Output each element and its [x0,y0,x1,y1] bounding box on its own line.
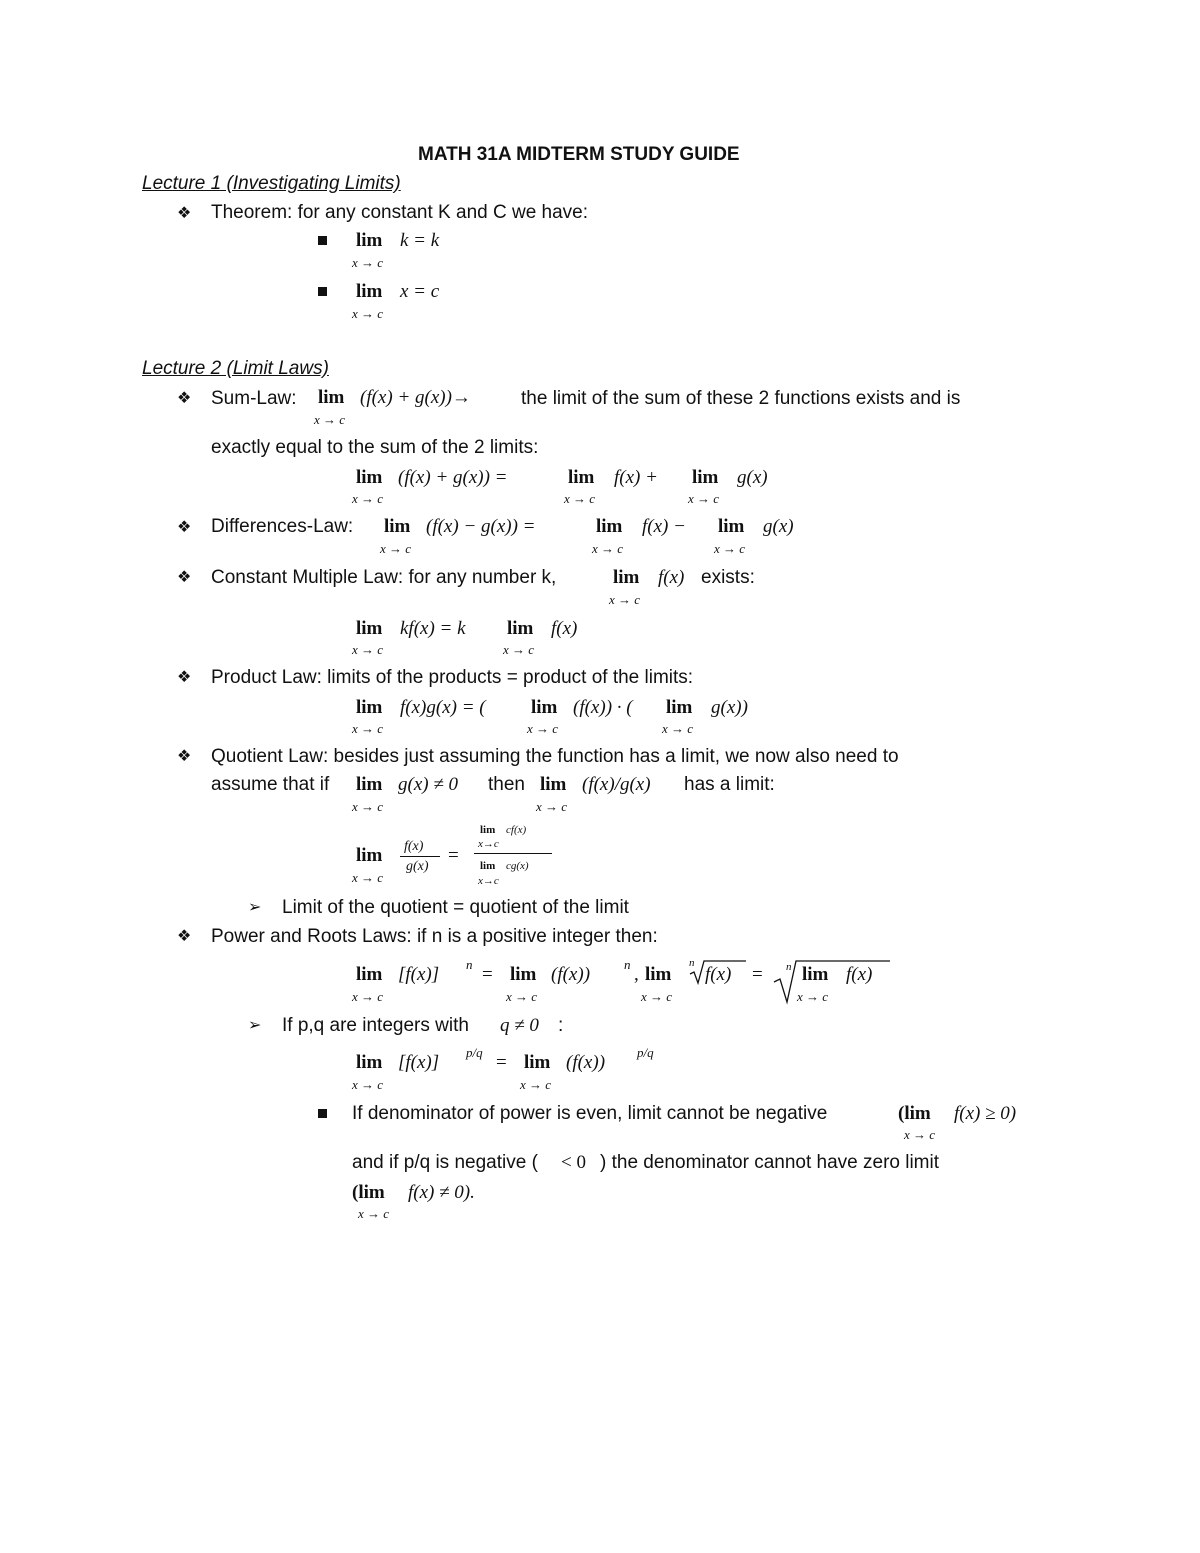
lim-subscript: x → c [797,989,829,1004]
page-title: MATH 31A MIDTERM STUDY GUIDE [418,144,740,165]
diff-eq-mid: f(x) − [642,516,686,537]
lim-subscript: x → c [714,541,746,556]
sum-law-text2: exactly equal to the sum of the 2 limits: [211,437,539,458]
diamond-bullet-icon: ❖ [177,667,192,686]
fraction-denominator: g(x) [406,859,429,874]
pq-label: If p,q are integers with [282,1015,469,1036]
lim-subscript: x → c [352,870,384,885]
power-eq-a: [f(x)] [398,964,440,985]
last-expr2: f(x) ≠ 0). [408,1182,475,1203]
lim-label: lim [802,964,829,985]
lim-subscript: x → c [662,721,694,736]
square-bullet-icon [318,1109,327,1118]
lim-subscript-small: x→c [478,838,499,850]
lim-subscript: x → c [641,989,673,1004]
lim-subscript: x → c [688,491,720,506]
lim-label: lim [318,387,345,408]
equals-sign: = [752,964,763,985]
root-body: f(x) [705,964,732,985]
sum-eq-lhs: (f(x) + g(x)) = [398,467,508,488]
radical-sign-icon [772,958,892,1006]
lim-label: lim [596,516,623,537]
arrow-bullet-icon: ➢ [248,897,262,916]
diff-law-label: Differences-Law: [211,516,354,537]
lecture1-heading: Lecture 1 (Investigating Limits) [142,173,401,194]
constant-law-label: Constant Multiple Law: for any number k, [211,567,557,588]
quotient-label2a: assume that if [211,774,330,795]
sum-eq-mid: f(x) + [614,467,658,488]
deno-expr2: f(x) ≥ 0) [954,1103,1017,1124]
quotient-note: Limit of the quotient = quotient of the limit [282,897,629,918]
lim-label: lim [356,230,383,251]
lim-label: lim [356,845,383,866]
arrow-bullet-icon: ➢ [248,1015,262,1034]
lim-label: lim [692,467,719,488]
sum-law-text: the limit of the sum of these 2 functions exists and is [521,388,961,409]
product-eq-rhs: g(x)) [711,697,748,718]
diff-eq-lhs: (f(x) − g(x)) = [426,516,536,537]
diamond-bullet-icon: ❖ [177,517,192,536]
lim-subscript: x → c [352,306,384,321]
pq-colon: : [558,1015,564,1036]
equation-body: k = k [400,230,440,251]
sum-law-label: Sum-Law: [211,388,297,409]
lim-subscript: x → c [352,642,384,657]
lim-label: lim [531,697,558,718]
denominator-even-text: If denominator of power is even, limit cannot be negative [352,1103,828,1124]
lim-label: lim [524,1052,551,1073]
negative-text-a: and if p/q is negative ( [352,1152,538,1173]
lim-label: lim [356,467,383,488]
lim-subscript: x → c [527,721,559,736]
diamond-bullet-icon: ❖ [177,203,192,222]
lim-label: lim [356,964,383,985]
lecture2-heading: Lecture 2 (Limit Laws) [142,358,329,379]
lim-subscript: x → c [904,1127,936,1142]
lim-subscript: x → c [352,1077,384,1092]
diamond-bullet-icon: ❖ [177,926,192,945]
lim-subscript: x → c [352,989,384,1004]
sum-eq-rhs: g(x) [737,467,768,488]
last-expr: (lim [352,1182,385,1203]
quotient-expr1: g(x) ≠ 0 [398,774,459,795]
lim-label: lim [384,516,411,537]
quotient-law-label: Quotient Law: besides just assuming the function has a limit, we now also need to [211,746,899,767]
pq-exponent: p/q [466,1045,483,1060]
fraction-denominator-small: cg(x) [506,860,529,872]
square-bullet-icon [318,287,327,296]
quotient-expr2: (f(x)/g(x) [582,774,651,795]
lim-subscript: x → c [352,491,384,506]
pq-exponent: p/q [637,1045,654,1060]
deno-expr: (lim [898,1103,931,1124]
lim-subscript: x → c [520,1077,552,1092]
lim-label: lim [356,1052,383,1073]
lim-label-small: lim [480,860,496,872]
lim-label: lim [510,964,537,985]
lim-subscript: x → c [352,255,384,270]
power-exponent: n [466,957,473,972]
lim-label: lim [666,697,693,718]
fraction-bar [474,853,552,854]
lim-label-small: lim [480,824,496,836]
lim-label: lim [613,567,640,588]
power-eq-b: (f(x)) [551,964,591,985]
square-bullet-icon [318,236,327,245]
diamond-bullet-icon: ❖ [177,567,192,586]
comma: , [634,964,639,985]
diamond-bullet-icon: ❖ [177,388,192,407]
lim-label: lim [568,467,595,488]
lim-subscript: x → c [564,491,596,506]
lim-label: lim [645,964,672,985]
product-eq-lhs: f(x)g(x) = ( [400,697,486,718]
lim-label: lim [356,618,383,639]
equals-sign: = [496,1052,507,1073]
lim-subscript: x → c [352,721,384,736]
constant-eq-rhs: f(x) [551,618,578,639]
lim-subscript: x → c [536,799,568,814]
theorem-text: Theorem: for any constant K and C we have: [211,202,589,223]
lim-label: lim [540,774,567,795]
constant-expr: f(x) [658,567,685,588]
lim-subscript: x → c [592,541,624,556]
lim-label: lim [718,516,745,537]
equation-body: x = c [400,281,440,302]
constant-eq-lhs: kf(x) = k [400,618,466,639]
power-exponent: n [624,957,631,972]
lim-label: lim [356,774,383,795]
negative-text-b: ) the denominator cannot have zero limit [600,1152,940,1173]
lim-label: lim [356,281,383,302]
pq-expr: q ≠ 0 [500,1015,539,1036]
product-law-label: Product Law: limits of the products = product of the limits: [211,667,694,688]
lim-subscript: x → c [314,412,346,427]
quotient-label2b: then [488,774,525,795]
fraction-numerator: f(x) [404,839,424,854]
diamond-bullet-icon: ❖ [177,746,192,765]
lim-subscript: x → c [503,642,535,657]
lim-subscript: x → c [506,989,538,1004]
lim-subscript: x → c [609,592,641,607]
equals-sign: = [482,964,493,985]
quotient-label2c: has a limit: [684,774,775,795]
lim-label: lim [507,618,534,639]
fraction-bar [400,856,440,857]
fraction-numerator-small: cf(x) [506,824,527,836]
lim-subscript-small: x→c [478,875,499,887]
lim-subscript: x → c [352,799,384,814]
product-eq-mid: (f(x)) · ( [573,697,633,718]
constant-after: exists: [701,567,755,588]
pq-eq-b: (f(x)) [566,1052,606,1073]
lim-label: lim [356,697,383,718]
negative-expr: < 0 [561,1152,586,1173]
root-rhs: f(x) [846,964,873,985]
lim-subscript: x → c [380,541,412,556]
root-index: n [786,961,792,973]
equals-sign: = [448,845,459,866]
root-index: n [689,957,695,969]
diff-eq-rhs: g(x) [763,516,794,537]
lim-subscript: x → c [358,1206,390,1221]
pq-eq-a: [f(x)] [398,1052,440,1073]
sum-expr: (f(x) + g(x))→ [360,387,471,408]
power-law-label: Power and Roots Laws: if n is a positive integer then: [211,926,658,947]
